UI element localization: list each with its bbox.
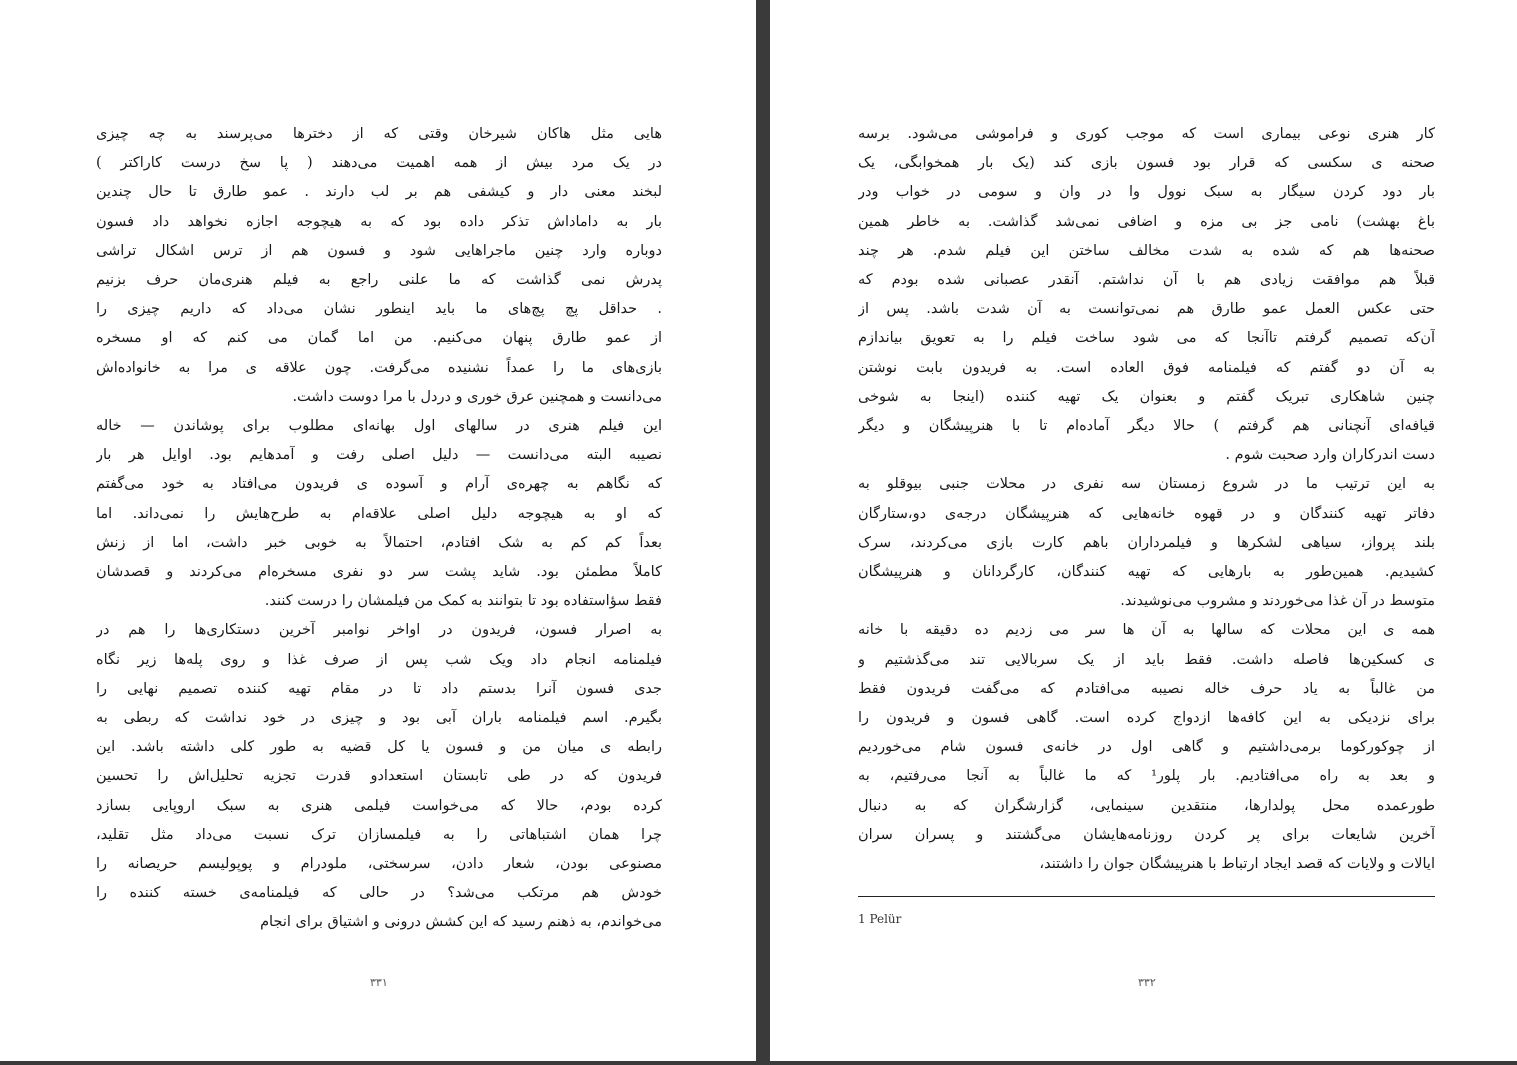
text-line: برای نزدیکی به این کافه‌ها ازدواج کرده است. گاهی فسون و فریدون را — [858, 710, 1435, 727]
footnote-divider — [858, 896, 1435, 897]
text-line: رابطه ی میان من و فسون یا کل قضیه به طور کلی داشته باشد. این — [96, 739, 662, 756]
text-line: به اصرار فسون، فریدون در اواخر نوامبر آخرین دستکاری‌ها را هم در — [96, 622, 662, 639]
text-line: آخرین شایعات برای پر کردن روزنامه‌هایشان می‌گشتند و پسران سران — [858, 826, 1435, 843]
text-line: دست اندرکاران وارد صحبت شوم . — [1225, 447, 1435, 464]
text-line: حتی عکس العمل عمو طارق هم نمی‌توانست به آن شدت باشد. پس از — [858, 301, 1435, 318]
left-page-text — [96, 120, 662, 938]
text-line: به این ترتیب ما در شروع زمستان سه نفری در محلات جنبی بیوقلو به — [858, 476, 1435, 493]
text-line: . حداقل پچ پچ‌های ما باید اینطور نشان می‌داد که داریم چیزی را — [96, 301, 662, 318]
text-line: می‌دانست و همچنین عرق خوری و دردل با مرا دوست داشت. — [292, 388, 662, 405]
text-line: بار به داماداش تذکر داده بود که به هیچوجه اجازه نخواهد داد فسون — [96, 213, 662, 230]
text-line: به آن دو گفتم که فیلمنامه فوق العاده است. به فریدون بابت نوشتن — [858, 359, 1435, 376]
text-line: پدرش نمی گذاشت که ما علنی راجع به فیلم هنری‌مان حرف بزنیم — [96, 272, 662, 289]
text-line: می‌خواندم، به ذهنم رسید که این کشش درونی و اشتیاق برای انجام — [260, 914, 662, 931]
text-line: هایی مثل هاکان شیرخان وقتی که از دخترها می‌پرسند به چه چیزی — [96, 126, 662, 142]
text-line: که نگاهم به چهره‌ی آرام و آسوده ی فریدون می‌افتاد به خود می‌گفتم — [96, 476, 662, 493]
text-line: صحنه‌ها هم که شده به شدت مخالف ساختن این فیلم شدم. هر چند — [858, 242, 1435, 259]
text-line: خودش هم مرتکب می‌شد؟ در حالی که فیلمنامه‌ی خسته کننده را — [96, 885, 662, 902]
left-page — [0, 0, 756, 1061]
right-page-text — [858, 120, 1435, 879]
text-line: من غالباً به یاد حرف خاله نصیبه می‌افتادم که می‌گفت فریدون فقط — [858, 680, 1435, 697]
text-line: جدی فسون آنرا بدستم داد تا در مقام تهیه کننده تصمیم نهایی را — [96, 680, 662, 697]
text-line: قبلاً هم موافقت زیادی هم با آن نداشتم. آنقدر عصبانی شده بودم که — [858, 272, 1435, 289]
text-line: لبخند معنی دار و کیشفی هم بر لب دارند . عمو طارق تا حال چندین — [96, 184, 662, 201]
left-page-number: ۳۳۱ — [370, 976, 388, 989]
text-line: ایالات و ولایات که قصد ایجاد ارتباط با هنرپیشگان جوان را داشتند، — [1039, 856, 1435, 873]
text-line: طورعمده محل پولدارها، منتقدین سینمایی، گزارشگران که به دنبال — [858, 797, 1435, 814]
text-line: دفاتر تهیه کنندگان و در قهوه خانه‌هایی که هنرپیشگان درجه‌ی دو،ستارگان — [858, 505, 1435, 522]
text-line: باغ بهشت) نامی جز بی مزه و اضافی نمی‌شد گذاشت. به خاطر همین — [858, 213, 1435, 230]
footnote: 1 Pelür — [858, 912, 902, 926]
text-line: در یک مرد بیش از همه اهمیت می‌دهند ( پا سخ درست کاراکتر ) — [96, 155, 662, 172]
text-line: فریدون که در طی تابستان استعدادو قدرت تجزیه تحلیل‌اش را تحسین — [96, 768, 662, 785]
text-line: بلند پرواز، سیاهی لشکرها و فیلمرداران باهم کارت بازی می‌کردند، سرک — [858, 534, 1435, 551]
text-line: کار هنری نوعی بیماری است که موجب کوری و فراموشی می‌شود. برسه — [858, 126, 1435, 142]
right-page-number: ۳۳۲ — [1138, 976, 1156, 989]
text-line: نصیبه البته می‌دانست — دلیل اصلی رفت و آمدهایم بود. اوایل هر بار — [96, 447, 662, 464]
text-line: ی کسکین‌ها فاصله داشت. فقط باید از یک سربالایی تند می‌گذشتیم و — [858, 651, 1435, 668]
text-line: مصنوعی بودن، شعار دادن، سرسختی، ملودرام و پوپولیسم حریصانه را — [96, 856, 662, 873]
text-line: آن‌که تصمیم گرفتم تاآنجا که می شود ساخت فیلم را به تعویق بیاندازم — [858, 330, 1435, 347]
text-line: بازی‌های ما را عمداً نشنیده می‌گرفت. چون علاقه ی مرا به خانواده‌اش — [96, 359, 662, 376]
text-line: از چوکورکوما برمی‌داشتیم و گاهی اول در خانه‌ی فسون شام می‌خوردیم — [858, 739, 1435, 756]
text-line: چنین شاهکاری تبریک گفتم و بعنوان یک تهیه کننده (اینجا به شوخی — [858, 388, 1435, 405]
text-line: که او به هیچوجه دلیل اصلی علاقه‌ام به طرح‌هایش را نمی‌داند. اما — [96, 505, 662, 522]
text-line: کاملاً مطمئن بود. شاید پشت سر دو نفری مسخره‌ام می‌کردند و قصدشان — [96, 564, 662, 581]
right-page — [770, 0, 1517, 1061]
text-line: و بعد به راه می‌افتادیم. بار پلور¹ که ما غالباً به آنجا می‌رفتیم، به — [858, 768, 1435, 785]
text-line: فقط سؤاستفاده بود تا بتوانند به کمک من فیلمشان را درست کنند. — [264, 593, 662, 610]
text-line: صحنه ی سکسی که قرار بود فسون بازی کند (یک بار همخوابگی، یک — [858, 155, 1435, 172]
text-line: قیافه‌ای آنچنانی هم گرفتم ) حالا دیگر آماده‌ام تا با هنرپیشگان و دیگر — [858, 418, 1435, 435]
text-line: بعداً کم کم به شک افتادم، احتمالاً به خوبی خبر داشت، اما از زنش — [96, 534, 662, 551]
text-line: این فیلم هنری در سالهای اول بهانه‌ای مطلوب برای پوشاندن — خاله — [96, 418, 662, 435]
text-line: متوسط در آن غذا می‌خوردند و مشروب می‌نوشیدند. — [1120, 593, 1435, 610]
text-line: از عمو طارق پنهان می‌کنیم. من اما گمان می کنم که او مسخره — [96, 330, 662, 347]
text-line: چرا همان اشتباهاتی را به فیلمسازان ترک نسبت می‌داد مثل تقلید، — [96, 826, 662, 843]
text-line: همه ی این محلات که سالها به آن ها سر می زدیم ده دقیقه با خانه — [858, 622, 1435, 639]
text-line: بار دود کردن سیگار به سبک نوول وا در وان و سومی در خواب ودر — [858, 184, 1435, 201]
text-line: دوباره وارد چنین ماجراهایی شود و فسون هم از ترس اشکال تراشی — [96, 242, 662, 259]
text-line: کرده بودم، حالا که می‌خواست فیلمی هنری به سبک اروپایی بسازد — [96, 797, 662, 814]
text-line: بگیرم. اسم فیلمنامه باران آبی بود و چیزی در خود نداشت که ربطی به — [96, 710, 662, 727]
text-line: کشیدیم. همین‌طور به بارهایی که تهیه کنندگان، کارگردانان و هنرپیشگان — [858, 564, 1435, 581]
text-line: فیلمنامه انجام داد ویک شب پس از صرف غذا و روی پله‌ها زیر نگاه — [96, 651, 662, 668]
